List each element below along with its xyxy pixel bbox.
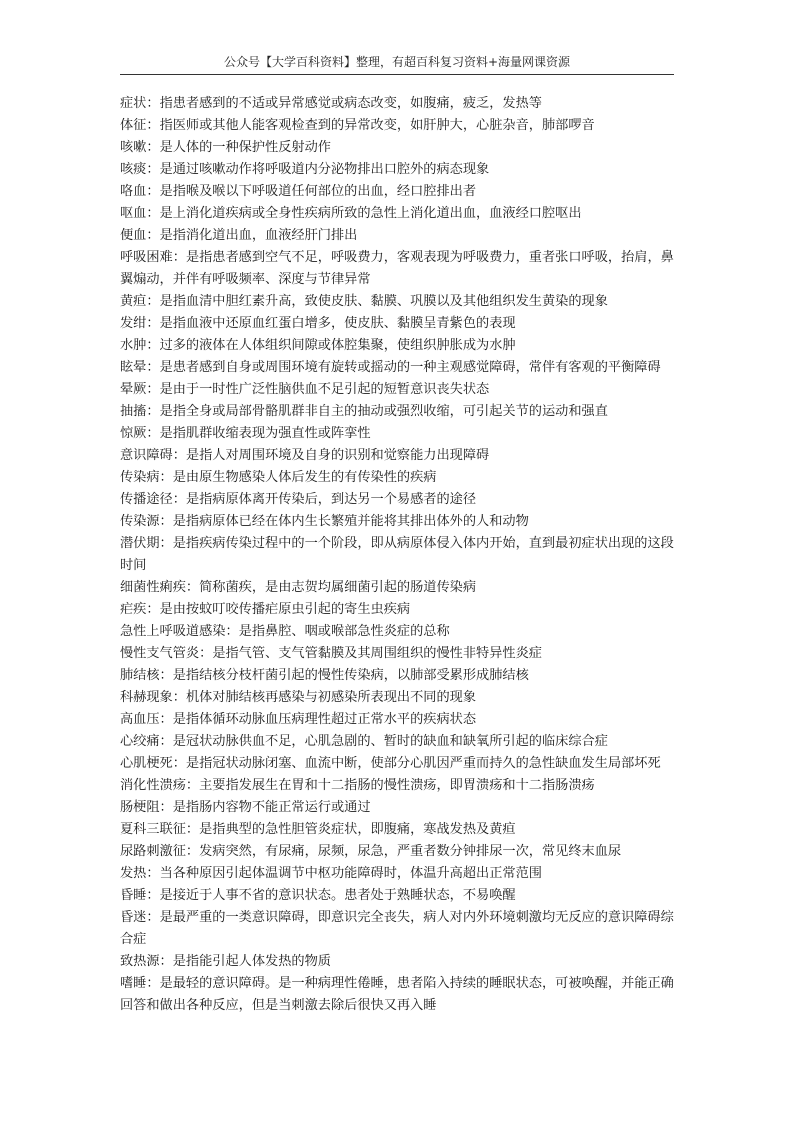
glossary-definition: 指医师或其他人能客观检查到的异常改变，如肝肿大，心脏杂音，肺部啰音 — [159, 118, 595, 133]
glossary-entry — [120, 951, 674, 973]
glossary-entry — [120, 159, 674, 181]
glossary-term: 细菌性痢疾： — [120, 580, 200, 595]
glossary-entry — [120, 225, 674, 247]
glossary-entry — [120, 93, 674, 115]
glossary-entry — [120, 885, 674, 907]
glossary-entry — [120, 775, 674, 797]
glossary-definition: 是上消化道疾病或全身性疾病所致的急性上消化道出血，血液经口腔呕出 — [159, 206, 582, 221]
glossary-definition: 是冠状动脉供血不足，心肌急剧的、暂时的缺血和缺氧所引起的临床综合症 — [172, 734, 608, 749]
glossary-entry — [120, 753, 674, 775]
glossary-entry — [120, 489, 674, 511]
glossary-entry — [120, 401, 674, 423]
glossary-term: 肠梗阻： — [120, 800, 173, 815]
glossary-term: 传染源： — [120, 514, 173, 529]
glossary-term: 咯血： — [120, 184, 160, 199]
glossary-entry — [120, 137, 674, 159]
glossary-term: 夏科三联征： — [120, 822, 200, 837]
glossary-definition: 是指鼻腔、咽或喉部急性炎症的总称 — [238, 624, 450, 639]
glossary-entry — [120, 313, 674, 335]
glossary-term: 心绞痛： — [120, 734, 173, 749]
glossary-definition: 是指体循环动脉血压病理性超过正常水平的疾病状态 — [172, 712, 477, 727]
glossary-definition: 是指消化道出血，血液经肝门排出 — [159, 228, 358, 243]
glossary-definition: 是由原生物感染人体后发生的有传染性的疾病 — [172, 470, 437, 485]
glossary-term: 发绀： — [120, 316, 160, 331]
glossary-entry — [120, 819, 674, 841]
glossary-definition: 是指典型的急性胆管炎症状，即腹痛，寒战发热及黄疸 — [199, 822, 516, 837]
glossary-definition: 主要指发展生在胃和十二指肠的慢性溃疡，即胃溃疡和十二指肠溃疡 — [199, 778, 595, 793]
glossary-definition: 是指人对周围环境及自身的识别和觉察能力出现障碍 — [185, 448, 490, 463]
glossary-entry — [120, 181, 674, 203]
glossary-entry — [120, 335, 674, 357]
glossary-term: 尿路刺激征： — [120, 844, 200, 859]
glossary-entry — [120, 841, 674, 863]
glossary-term: 便血： — [120, 228, 160, 243]
glossary-definition: 简称菌疾，是由志贺均属细菌引起的肠道传染病 — [199, 580, 477, 595]
glossary-entry — [120, 203, 674, 225]
glossary-term: 水肿： — [120, 338, 160, 353]
glossary-term: 呕血： — [120, 206, 160, 221]
glossary-definition: 是指血液中还原血红蛋白增多，使皮肤、黏膜呈青紫色的表现 — [159, 316, 516, 331]
glossary-definition: 指患者感到的不适或异常感觉或病态改变，如腹痛，疲乏，发热等 — [159, 96, 542, 111]
glossary-term: 发热： — [120, 866, 160, 881]
glossary-term: 咳嗽： — [120, 140, 160, 155]
glossary-term: 黄疸： — [120, 294, 160, 309]
glossary-entry — [120, 863, 674, 885]
glossary-entry — [120, 577, 674, 599]
glossary-definition: 发病突然，有尿痛，尿频，尿急，严重者数分钟排尿一次，常见终末血尿 — [199, 844, 622, 859]
glossary-entry — [120, 115, 674, 137]
glossary-term: 传染病： — [120, 470, 173, 485]
page-header: 公众号【大学百科资料】整理，有超百科复习资料+海量网课资源 — [120, 54, 674, 75]
glossary-term: 咳痰： — [120, 162, 160, 177]
glossary-definition: 是指喉及喉以下呼吸道任何部位的出血，经口腔排出者 — [159, 184, 477, 199]
glossary-definition: 是指患者感到空气不足，呼吸费力，客观表现为呼吸费力，重者张口呼吸，抬肩，鼻翼煽动，并伴有呼吸频率、深度与节律异常 — [120, 250, 674, 287]
glossary-definition: 是指结核分枝杆菌引起的慢性传染病，以肺部受累形成肺结核 — [172, 668, 529, 683]
glossary-term: 科赫现象： — [120, 690, 186, 705]
glossary-entry — [120, 731, 674, 753]
glossary-term: 慢性支气管炎： — [120, 646, 213, 661]
glossary-entry — [120, 687, 674, 709]
glossary-term: 肺结核： — [120, 668, 173, 683]
glossary-term: 消化性溃疡： — [120, 778, 200, 793]
glossary-term: 疟疾： — [120, 602, 160, 617]
glossary-term: 惊厥： — [120, 426, 160, 441]
glossary-definition: 是接近于人事不省的意识状态。患者处于熟睡状态，不易唤醒 — [159, 888, 516, 903]
glossary-definition: 是指疾病传染过程中的一个阶段，即从病原体侵入体内开始，直到最初症状出现的这段时间 — [120, 536, 674, 573]
glossary-entry — [120, 621, 674, 643]
glossary-entry — [120, 907, 674, 951]
glossary-definition: 是指肠内容物不能正常运行或通过 — [172, 800, 371, 815]
glossary-definition: 是指肌群收缩表现为强直性或阵挛性 — [159, 426, 371, 441]
glossary-term: 眩晕： — [120, 360, 160, 375]
glossary-entry — [120, 357, 674, 379]
glossary-entry — [120, 445, 674, 467]
glossary-definition: 是最轻的意识障碍。是一种病理性倦睡，患者陷入持续的睡眠状态，可被唤醒，并能正确回答和做出各种反应，但是当刺激去除后很快又再入睡 — [120, 976, 674, 1013]
glossary-definition: 是指全身或局部骨骼肌群非自主的抽动或强烈收缩，可引起关节的运动和强直 — [159, 404, 608, 419]
glossary-definition: 是由于一时性广泛性脑供血不足引起的短暂意识丧失状态 — [159, 382, 490, 397]
glossary-entry — [120, 467, 674, 489]
glossary-entry — [120, 247, 674, 291]
glossary-definition: 机体对肺结核再感染与初感染所表现出不同的现象 — [185, 690, 477, 705]
glossary-entry — [120, 973, 674, 1017]
glossary-definition: 是指气管、支气管黏膜及其周围组织的慢性非特异性炎症 — [212, 646, 542, 661]
glossary-term: 传播途径： — [120, 492, 186, 507]
glossary-definition: 是由按蚊叮咬传播疟原虫引起的寄生虫疾病 — [159, 602, 411, 617]
glossary-entry — [120, 599, 674, 621]
glossary-entry — [120, 533, 674, 577]
glossary-definition: 是指能引起人体发热的物质 — [172, 954, 331, 969]
glossary-entry — [120, 291, 674, 313]
glossary-term: 抽搐： — [120, 404, 160, 419]
glossary-definition: 是最严重的一类意识障碍，即意识完全丧失，病人对内外环境刺激均无反应的意识障碍综合症 — [120, 910, 674, 947]
glossary-term: 昏睡： — [120, 888, 160, 903]
glossary-definition: 当各种原因引起体温调节中枢功能障碍时，体温升高超出正常范围 — [159, 866, 542, 881]
glossary-entry — [120, 665, 674, 687]
glossary-term: 症状： — [120, 96, 160, 111]
glossary-definition: 是通过咳嗽动作将呼吸道内分泌物排出口腔外的病态现象 — [159, 162, 490, 177]
glossary-term: 体征： — [120, 118, 160, 133]
glossary-definition: 是指冠状动脉闭塞、血流中断，使部分心肌因严重而持久的急性缺血发生局部坏死 — [185, 756, 661, 771]
glossary-definition: 是指血清中胆红素升高，致使皮肤、黏膜、巩膜以及其他组织发生黄染的现象 — [159, 294, 608, 309]
glossary-term: 意识障碍： — [120, 448, 186, 463]
glossary-definition: 是指病原体离开传染后，到达另一个易感者的途径 — [185, 492, 477, 507]
glossary-entry — [120, 423, 674, 445]
glossary-definition: 是人体的一种保护性反射动作 — [159, 140, 331, 155]
glossary-entry — [120, 379, 674, 401]
glossary-entry — [120, 709, 674, 731]
glossary-definition: 是指病原体已经在体内生长繁殖并能将其排出体外的人和动物 — [172, 514, 529, 529]
glossary-content — [120, 93, 674, 1017]
glossary-term: 呼吸困难： — [120, 250, 186, 265]
glossary-term: 晕厥： — [120, 382, 160, 397]
glossary-term: 潜伏期： — [120, 536, 173, 551]
glossary-entry — [120, 797, 674, 819]
glossary-term: 高血压： — [120, 712, 173, 727]
glossary-term: 嗜睡： — [120, 976, 160, 991]
glossary-term: 致热源： — [120, 954, 173, 969]
glossary-term: 昏迷： — [120, 910, 160, 925]
glossary-term: 心肌梗死： — [120, 756, 186, 771]
glossary-definition: 是患者感到自身或周围环境有旋转或摇动的一种主观感觉障碍，常伴有客观的平衡障碍 — [159, 360, 661, 375]
glossary-term: 急性上呼吸道感染： — [120, 624, 239, 639]
glossary-definition: 过多的液体在人体组织间隙或体腔集聚，使组织肿胀成为水肿 — [159, 338, 516, 353]
glossary-entry — [120, 511, 674, 533]
glossary-entry — [120, 643, 674, 665]
